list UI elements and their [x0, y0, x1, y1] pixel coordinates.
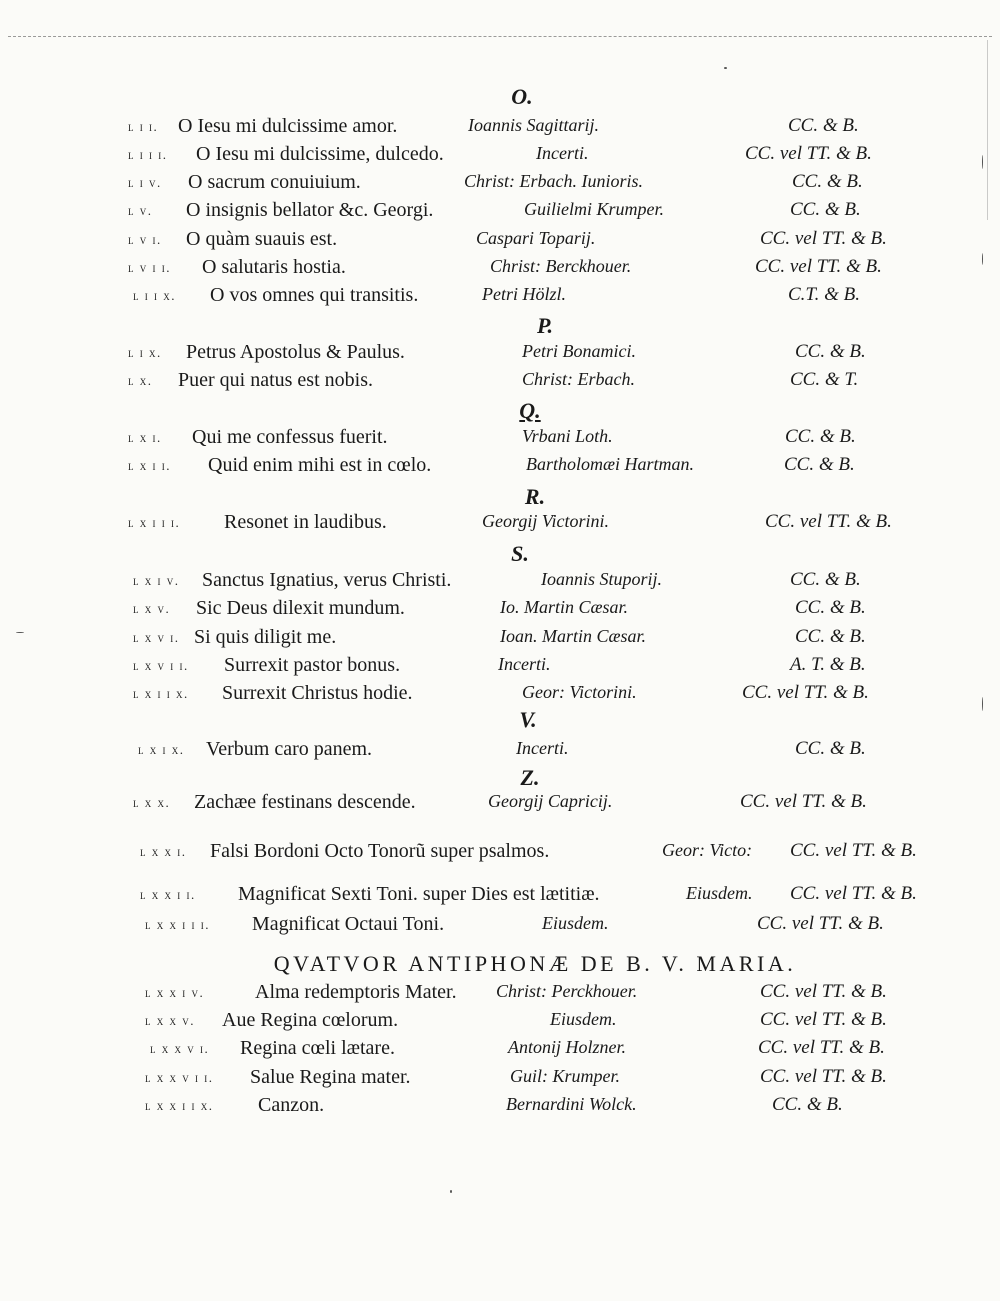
- entry-voices: CC. & B.: [788, 115, 859, 136]
- entry-voices: CC. vel TT. & B.: [760, 1066, 887, 1087]
- entry-title: Zachæe festinans descende.: [194, 791, 416, 813]
- entry-title: Magnificat Octaui Toni.: [252, 913, 445, 935]
- entry-composer: Incerti.: [536, 143, 589, 163]
- entry-title: O vos omnes qui transitis.: [210, 284, 419, 306]
- entry-voices: CC. vel TT. & B.: [765, 511, 892, 532]
- entry-title: Puer qui natus est nobis.: [178, 369, 373, 391]
- ink-speck: [982, 155, 983, 169]
- entry-voices: CC. vel TT. & B.: [755, 256, 882, 277]
- entry-title: Verbum caro panem.: [206, 738, 373, 760]
- entry-composer: Incerti.: [516, 738, 569, 758]
- entry-voices: A. T. & B.: [790, 654, 866, 675]
- entry-composer: Georgij Capricij.: [488, 791, 613, 811]
- entry-title: O Iesu mi dulcissime, dulcedo.: [196, 143, 444, 165]
- entry-composer: Eiusdem.: [542, 913, 609, 933]
- entry-voices: CC. vel TT. & B.: [790, 840, 917, 861]
- entry-composer: Ioan. Martin Cæsar.: [500, 626, 647, 646]
- entry-number: l x x i i.: [140, 887, 196, 902]
- entry-title: Petrus Apostolus & Paulus.: [186, 341, 405, 363]
- entry-number: l x v.: [133, 601, 171, 616]
- entry-number: l x x v i i.: [145, 1070, 214, 1085]
- entry-voices: CC. vel TT. & B.: [757, 913, 884, 934]
- entry-composer: Io. Martin Cæsar.: [500, 597, 629, 617]
- entry-voices: CC. & B.: [772, 1094, 843, 1115]
- entry-number: l x x.: [133, 795, 171, 810]
- entry-composer: Eiusdem.: [550, 1009, 617, 1029]
- entry-title: Si quis diligit me.: [194, 626, 337, 648]
- entry-composer: Geor: Victo:: [662, 840, 753, 860]
- entry-composer: Petri Hölzl.: [482, 284, 566, 304]
- entry-title: Salue Regina mater.: [250, 1066, 411, 1088]
- entry-voices: CC. & B.: [795, 341, 866, 362]
- entry-number: l x i v.: [133, 573, 180, 588]
- ink-speck: [724, 67, 727, 69]
- entry-composer: Bernardini Wolck.: [506, 1094, 637, 1114]
- entry-number: l i i x.: [133, 288, 176, 303]
- entry-number: l x i.: [128, 430, 162, 445]
- entry-title: Regina cœli lætare.: [240, 1037, 395, 1059]
- entry-voices: CC. vel TT. & B.: [740, 791, 867, 812]
- page-right-edge: [987, 40, 988, 220]
- entry-composer: Caspari Toparij.: [476, 228, 596, 248]
- entry-voices: CC. vel TT. & B.: [742, 682, 869, 703]
- entry-number: l v.: [128, 203, 153, 218]
- entry-title: O sacrum conuiuium.: [188, 171, 361, 193]
- entry-title: Magnificat Sexti Toni. super Dies est lætitiæ.: [238, 883, 600, 905]
- entry-title: Qui me confessus fuerit.: [192, 426, 388, 448]
- entry-number: l i v.: [128, 175, 162, 190]
- section-heading-antiphons: QVATVOR ANTIPHONÆ DE B. V. MARIA.: [273, 951, 797, 976]
- entry-number: l i x.: [128, 345, 162, 360]
- entry-voices: CC. & B.: [795, 597, 866, 618]
- entry-composer: Geor: Victorini.: [522, 682, 637, 702]
- entry-number: l i i i.: [128, 147, 168, 162]
- section-letter-r: R.: [524, 484, 546, 509]
- ink-speck: [982, 697, 983, 711]
- entry-composer: Guilielmi Krumper.: [524, 199, 665, 219]
- entry-voices: CC. vel TT. & B.: [745, 143, 872, 164]
- entry-title: O quàm suauis est.: [186, 228, 338, 250]
- entry-composer: Christ: Perckhouer.: [496, 981, 638, 1001]
- entry-voices: CC. & B.: [795, 626, 866, 647]
- entry-number: l x x i.: [140, 844, 187, 859]
- entry-title: Resonet in laudibus.: [224, 511, 387, 533]
- section-letter-v: V.: [519, 707, 537, 732]
- entry-number: l v i i.: [128, 260, 171, 275]
- entry-number: l x i i i.: [128, 515, 181, 530]
- ink-speck: [982, 253, 983, 265]
- entry-title: Alma redemptoris Mater.: [255, 981, 457, 1003]
- entry-title: Quid enim mihi est in cœlo.: [208, 454, 432, 476]
- entry-number: l x v i i.: [133, 658, 189, 673]
- section-letter-q: Q.: [519, 398, 541, 423]
- entry-number: l x.: [128, 373, 153, 388]
- entry-composer: Georgij Victorini.: [482, 511, 609, 531]
- entry-title: Sanctus Ignatius, verus Christi.: [202, 569, 452, 591]
- entry-title: O salutaris hostia.: [202, 256, 346, 278]
- entry-voices: CC. vel TT. & B.: [760, 228, 887, 249]
- entry-voices: CC. & B.: [784, 454, 855, 475]
- entry-composer: Petri Bonamici.: [522, 341, 636, 361]
- entry-number: l i i.: [128, 119, 159, 134]
- page-edge-line: [8, 36, 992, 37]
- entry-number: l x v i.: [133, 630, 180, 645]
- entry-number: l x x i i x.: [145, 1098, 214, 1113]
- entry-composer: Antonij Holzner.: [508, 1037, 627, 1057]
- ink-speck: [450, 1190, 452, 1193]
- entry-composer: Christ: Erbach.: [522, 369, 636, 389]
- entry-title: O Iesu mi dulcissime amor.: [178, 115, 398, 137]
- entry-number: l v i.: [128, 232, 162, 247]
- entry-number: l x i i x.: [133, 686, 189, 701]
- entry-number: l x x i i i.: [145, 917, 210, 932]
- entry-composer: Vrbani Loth.: [522, 426, 613, 446]
- entry-composer: Christ: Erbach. Iunioris.: [464, 171, 644, 191]
- entry-title: O insignis bellator &c. Georgi.: [186, 199, 434, 221]
- entry-voices: CC. & B.: [795, 738, 866, 759]
- entry-voices: CC. & B.: [785, 426, 856, 447]
- entry-voices: C.T. & B.: [788, 284, 860, 305]
- ink-speck: [16, 632, 24, 633]
- section-letter-z: Z.: [520, 765, 540, 790]
- section-letter-p: P.: [536, 313, 554, 338]
- entry-voices: CC. & T.: [790, 369, 859, 390]
- entry-number: l x i x.: [138, 742, 185, 757]
- entry-composer: Christ: Berckhouer.: [490, 256, 632, 276]
- entry-title: Canzon.: [258, 1094, 325, 1116]
- entry-number: l x x v i.: [150, 1041, 210, 1056]
- entry-voices: CC. vel TT. & B.: [760, 981, 887, 1002]
- entry-composer: Ioannis Sagittarij.: [468, 115, 600, 135]
- entry-voices: CC. & B.: [790, 199, 861, 220]
- entry-voices: CC. vel TT. & B.: [790, 883, 917, 904]
- entry-title: Surrexit pastor bonus.: [224, 654, 401, 676]
- entry-title: Aue Regina cœlorum.: [222, 1009, 399, 1031]
- section-letter-s: S.: [511, 541, 529, 566]
- entry-composer: Ioannis Stuporij.: [541, 569, 663, 589]
- entry-composer: Bartholomæi Hartman.: [526, 454, 695, 474]
- entry-voices: CC. vel TT. & B.: [758, 1037, 885, 1058]
- entry-voices: CC. & B.: [792, 171, 863, 192]
- entry-composer: Eiusdem.: [686, 883, 753, 903]
- entry-composer: Guil: Krumper.: [510, 1066, 621, 1086]
- entry-number: l x i i.: [128, 458, 171, 473]
- entry-title: Falsi Bordoni Octo Tonorũ super psalmos.: [210, 840, 550, 862]
- section-letter-o: O.: [511, 84, 533, 109]
- entry-number: l x x v.: [145, 1013, 195, 1028]
- entry-title: Surrexit Christus hodie.: [222, 682, 413, 704]
- entry-voices: CC. vel TT. & B.: [760, 1009, 887, 1030]
- entry-title: Sic Deus dilexit mundum.: [196, 597, 405, 619]
- entry-voices: CC. & B.: [790, 569, 861, 590]
- entry-composer: Incerti.: [498, 654, 551, 674]
- entry-number: l x x i v.: [145, 985, 205, 1000]
